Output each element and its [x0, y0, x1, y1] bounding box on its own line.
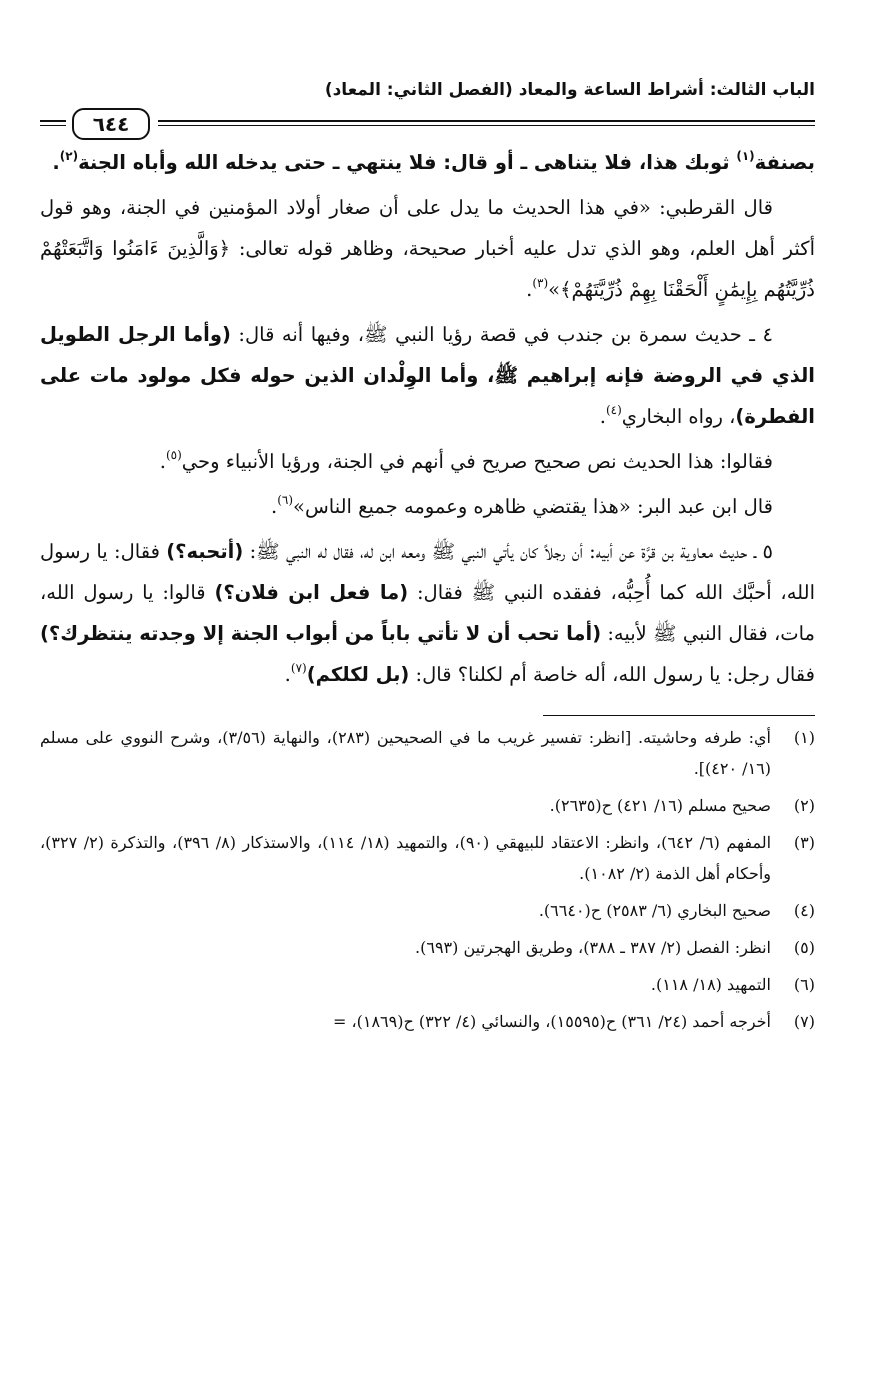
footnote-2: [40, 790, 815, 821]
hadith-quote-5: (بل لكلكم): [306, 663, 410, 686]
paragraph-6-text-a: ٥ ـ حديث معاوية بن قرَّة عن أبيه: أن رجلاً كان يأتي النبي ﷺ ومعه ابن له، فقال له النبي ﷺ:: [243, 540, 773, 563]
header-rule-short: [40, 120, 66, 126]
paragraph-4-text-b: .: [159, 450, 166, 473]
main-text: [40, 142, 815, 695]
footnote-ref-3: (٣): [532, 276, 549, 290]
paragraph-6: [40, 531, 815, 695]
running-title: الباب الثالث: أشراط الساعة والمعاد (الفصل الثاني: المعاد): [324, 80, 815, 100]
footnote-ref-7: (٧): [290, 661, 307, 675]
hadith-quote-3: (ما فعل ابن فلان؟): [214, 581, 409, 604]
footnote-separator: [543, 715, 815, 716]
footnote-number: (٢): [793, 796, 815, 815]
footnote-number: (٦): [793, 975, 815, 994]
footnote-5: [40, 932, 815, 963]
footnote-ref-2: (٢): [59, 149, 79, 163]
header-rule-long: [158, 120, 815, 126]
footnote-text: انظر: الفصل (٢/ ٣٨٧ ـ ٣٨٨)، وطريق الهجرتين (٦٩٣).: [415, 938, 771, 957]
paragraph-1-text-c: .: [52, 151, 60, 174]
paragraph-5-text-b: .: [271, 495, 278, 518]
page-number: ٦٤٤: [72, 108, 150, 140]
footnote-text: صحيح مسلم (١٦/ ٤٢١) ح(٢٦٣٥).: [549, 796, 771, 815]
footnote-number: (٧): [793, 1012, 815, 1031]
header-rule: [40, 108, 815, 138]
paragraph-4-text-a: فقالوا: هذا الحديث نص صحيح صريح في أنهم في الجنة، ورؤيا الأنبياء وحي: [181, 450, 773, 473]
footnote-number: (١): [793, 728, 815, 747]
book-page: [40, 70, 815, 1370]
footnote-text: أخرجه أحمد (٢٤/ ٣٦١) ح(١٥٥٩٥)، والنسائي (٤/ ٣٢٢) ح(١٨٦٩)، =: [332, 1012, 771, 1031]
footnote-ref-6: (٦): [277, 493, 294, 507]
hadith-quote-2: (أتحبه؟): [166, 540, 244, 563]
footnotes: [40, 722, 815, 1037]
paragraph-5-text-a: قال ابن عبد البر: «هذا يقتضي ظاهره وعمومه جميع الناس»: [293, 495, 773, 518]
paragraph-6-text-e: .: [284, 663, 291, 686]
footnote-text: المفهم (٦/ ٦٤٢)، وانظر: الاعتقاد للبيهقي (٩٠)، والتمهيد (١٨/ ١١٤)، والاستذكار (٨/ ٣٩٦)، والتذكرة (٢/ ٣٢٧)، وأحكام أهل الذمة (٢/ ١٠٨٢).: [40, 833, 772, 883]
paragraph-1: [40, 142, 815, 183]
paragraph-6-text-b: فقال: يا رسول الله، أحبَّك الله كما أُحِبُّه، ففقده النبي ﷺ فقال:: [40, 540, 815, 604]
paragraph-3-text-a: ٤ ـ حديث سمرة بن جندب في قصة رؤيا النبي ﷺ، وفيها أنه قال:: [230, 323, 774, 346]
paragraph-6-text-c: قالوا: يا رسول الله، مات، فقال النبي ﷺ لأبيه:: [40, 581, 815, 645]
paragraph-1-text-b: ثوبك هذا، فلا يتناهى ـ أو قال: فلا ينتهي ـ حتى يدخله الله وأباه الجنة: [78, 151, 737, 174]
footnote-3: [40, 827, 815, 889]
footnote-text: أي: طرفه وحاشيته. [انظر: تفسير غريب ما في الصحيحين (٢٨٣)، والنهاية (٣/٥٦)، وشرح النووي على مسلم (١٦/ ٤٢٠)].: [40, 728, 772, 778]
paragraph-3-text-b: ، رواه البخاري: [621, 405, 736, 428]
footnote-ref-1: (١): [736, 149, 755, 163]
footnote-number: (٤): [793, 901, 815, 920]
footnote-ref-5: (٥): [165, 448, 182, 462]
paragraph-5: [40, 486, 815, 527]
hadith-quote-4: (أما تحب أن لا تأتي باباً من أبواب الجنة إلا وجدته ينتظرك؟): [40, 622, 602, 645]
footnote-number: (٣): [793, 833, 815, 852]
footnote-4: [40, 895, 815, 926]
footnote-6: [40, 969, 815, 1000]
footnote-number: (٥): [793, 938, 815, 957]
paragraph-4: [40, 441, 815, 482]
footnote-text: التمهيد (١٨/ ١١٨).: [650, 975, 771, 994]
paragraph-1-text-a: بصنفة: [754, 151, 815, 174]
hadith-quote-1: (وأما الرجل الطويل الذي في الروضة فإنه إبراهيم ﷺ، وأما الوِلْدان الذين حوله فكل مولود مات على الفطرة): [40, 323, 815, 428]
footnote-7: [40, 1006, 815, 1037]
paragraph-2: [40, 187, 815, 310]
paragraph-2-text-b: .: [526, 278, 533, 301]
paragraph-3: [40, 314, 815, 437]
footnote-ref-4: (٤): [605, 403, 622, 417]
paragraph-3-text-c: .: [599, 405, 606, 428]
page-header: [40, 70, 815, 142]
paragraph-6-text-d: فقال رجل: يا رسول الله، أله خاصة أم لكلنا؟ قال:: [409, 663, 815, 686]
footnote-text: صحيح البخاري (٦/ ٢٥٨٣) ح(٦٦٤٠).: [538, 901, 771, 920]
footnote-1: [40, 722, 815, 784]
paragraph-2-text-a: قال القرطبي: «في هذا الحديث ما يدل على أن صغار أولاد المؤمنين في الجنة، وهو قول أكثر أهل العلم، وهو الذي تدل عليه أخبار صحيحة، وظاهر قوله تعالى: ﴿وَالَّذِينَ ءَامَنُوا وَاتَّبَعَتْهُمْ ذُرِّيَّتُهُم بِإِيمَٰنٍ أَلْحَقْنَا بِهِمْ ذُرِّيَّتَهُمْ﴾»: [40, 196, 815, 301]
